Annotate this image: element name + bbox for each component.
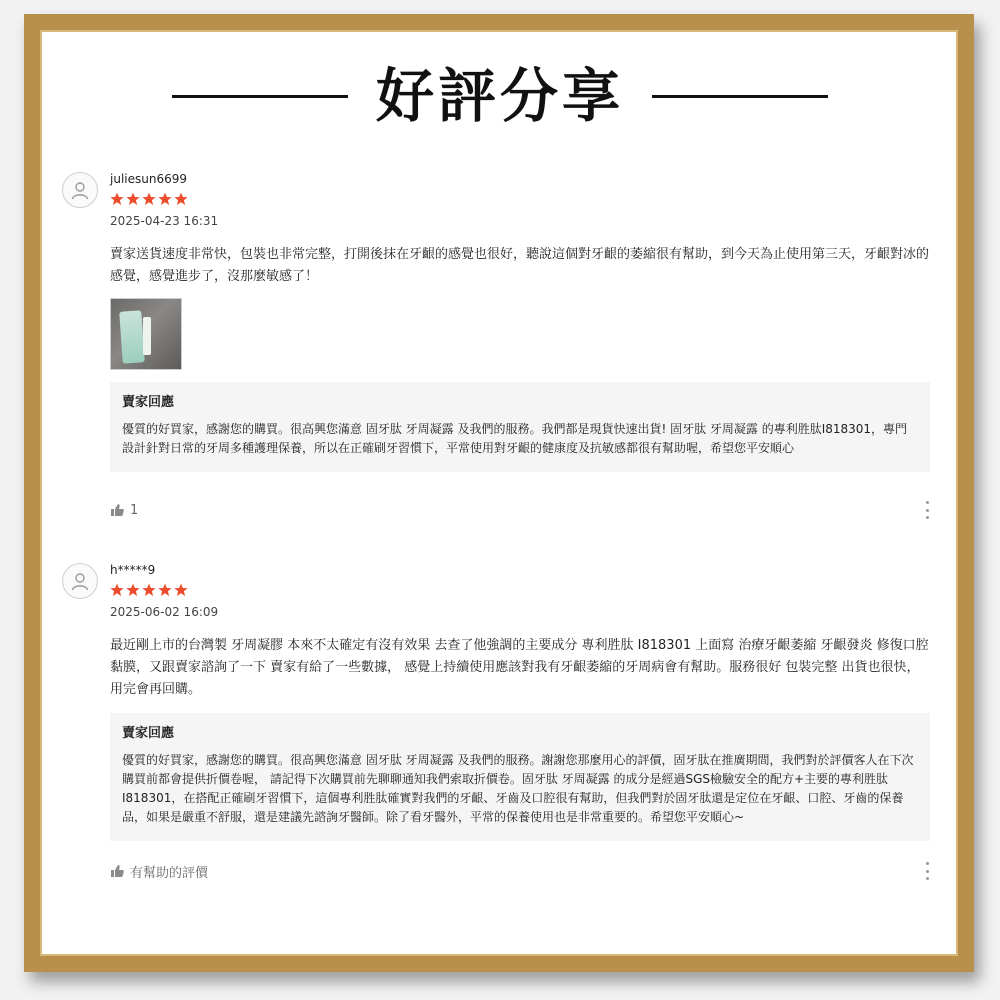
review-footer [110,501,930,519]
review-photo-thumbnail[interactable] [110,298,182,370]
review-date: 2025-06-02 16:09 [110,605,219,619]
seller-reply-title: 賣家回應 [122,395,175,410]
review-card [62,172,930,522]
seller-reply-text: 優質的好買家，感謝您的購買。很高興您滿意 固牙肽 牙周凝露 及我們的服務。謝謝您那麼用心的評價，固牙肽在推廣期間，我們對於評價客人在下次購買前都會提供折價卷喔， 請記得下次購買前先聊聊通知我們索取折價卷。固牙肽 牙周凝露 的成分是經過SGS檢驗安全的配方+主要的專利胜肽I818301，在搭配正確刷牙習慣下，這個專利胜肽確實對我們的牙齦、牙齒及口腔很有幫助，但我們對於固牙肽還是定位在牙齦、口腔、牙齒的保養品，如果是嚴重不舒服，還是建議先諮詢牙醫師。除了看牙醫外，平常的保養使用也是非常重要的。希望您平安順心~ [122,753,914,824]
review-content [110,172,930,472]
star-icon [174,583,188,597]
avatar-user-icon [70,571,90,591]
product-tube-shape [119,310,145,363]
more-vertical-icon[interactable] [924,862,930,880]
seller-reply-title: 賣家回應 [122,726,175,741]
review-comment: 最近剛上市的台灣製 牙周凝膠 本來不太確定有沒有效果 去查了他強調的主要成分 專利胜肽 I818301 上面寫 治療牙齦萎縮 牙齦發炎 修復口腔黏膜，又跟賣家諮詢了一下 賣家有給了一些數據， 感覺上持續使用應該對我有牙齦萎縮的牙周病會有幫助。服務很好 包裝完整 出貨也很快，用完會再回購。 [110,638,929,697]
page-heading [0,56,1000,136]
star-icon [110,192,124,206]
review-card [62,563,930,883]
user-icon[interactable] [62,563,98,599]
review-content [110,563,930,841]
star-icon [126,192,140,206]
page-title: 好評分享 [375,62,624,130]
user-icon[interactable] [62,172,98,208]
review-footer [110,862,930,880]
heading-rule-right [652,95,828,98]
review-comment: 賣家送貨速度非常快，包裝也非常完整，打開後抹在牙齦的感覺也很好，聽說這個對牙齦的萎縮很有幫助，到今天為止使用第三天，牙齦對冰的感覺，感覺進步了，沒那麼敏感了！ [110,247,930,284]
review-date: 2025-04-23 16:31 [110,214,219,228]
seller-reply-text: 優質的好買家，感謝您的購買。很高興您滿意 固牙肽 牙周凝露 及我們的服務。我們都是現貨快速出貨! 固牙肽 牙周凝露 的專利胜肽I818301，專門設計針對日常的牙周多種護理保養，所以在正確刷牙習慣下，平常使用對牙齦的健康度及抗敏感都很有幫助喔，希望您平安順心 [122,422,908,455]
avatar-user-icon [70,180,90,200]
thumbs-up-icon[interactable] [110,503,124,517]
helpful-review-button[interactable]: 有幫助的評價 [130,865,209,881]
like-count: 1 [130,502,139,518]
star-icon [126,583,140,597]
star-icon [174,192,188,206]
review-username[interactable]: juliesun6699 [110,172,187,186]
more-vertical-icon[interactable] [924,501,930,519]
star-icon [158,583,172,597]
star-rating [110,192,930,206]
star-icon [142,583,156,597]
star-icon [158,192,172,206]
star-icon [142,192,156,206]
seller-reply [110,382,930,472]
review-username[interactable]: h*****9 [110,563,156,577]
seller-reply [110,713,930,841]
star-rating [110,583,930,597]
thumbs-up-icon[interactable] [110,864,124,878]
heading-rule-left [172,95,348,98]
product-cap-shape [143,317,151,355]
star-icon [110,583,124,597]
